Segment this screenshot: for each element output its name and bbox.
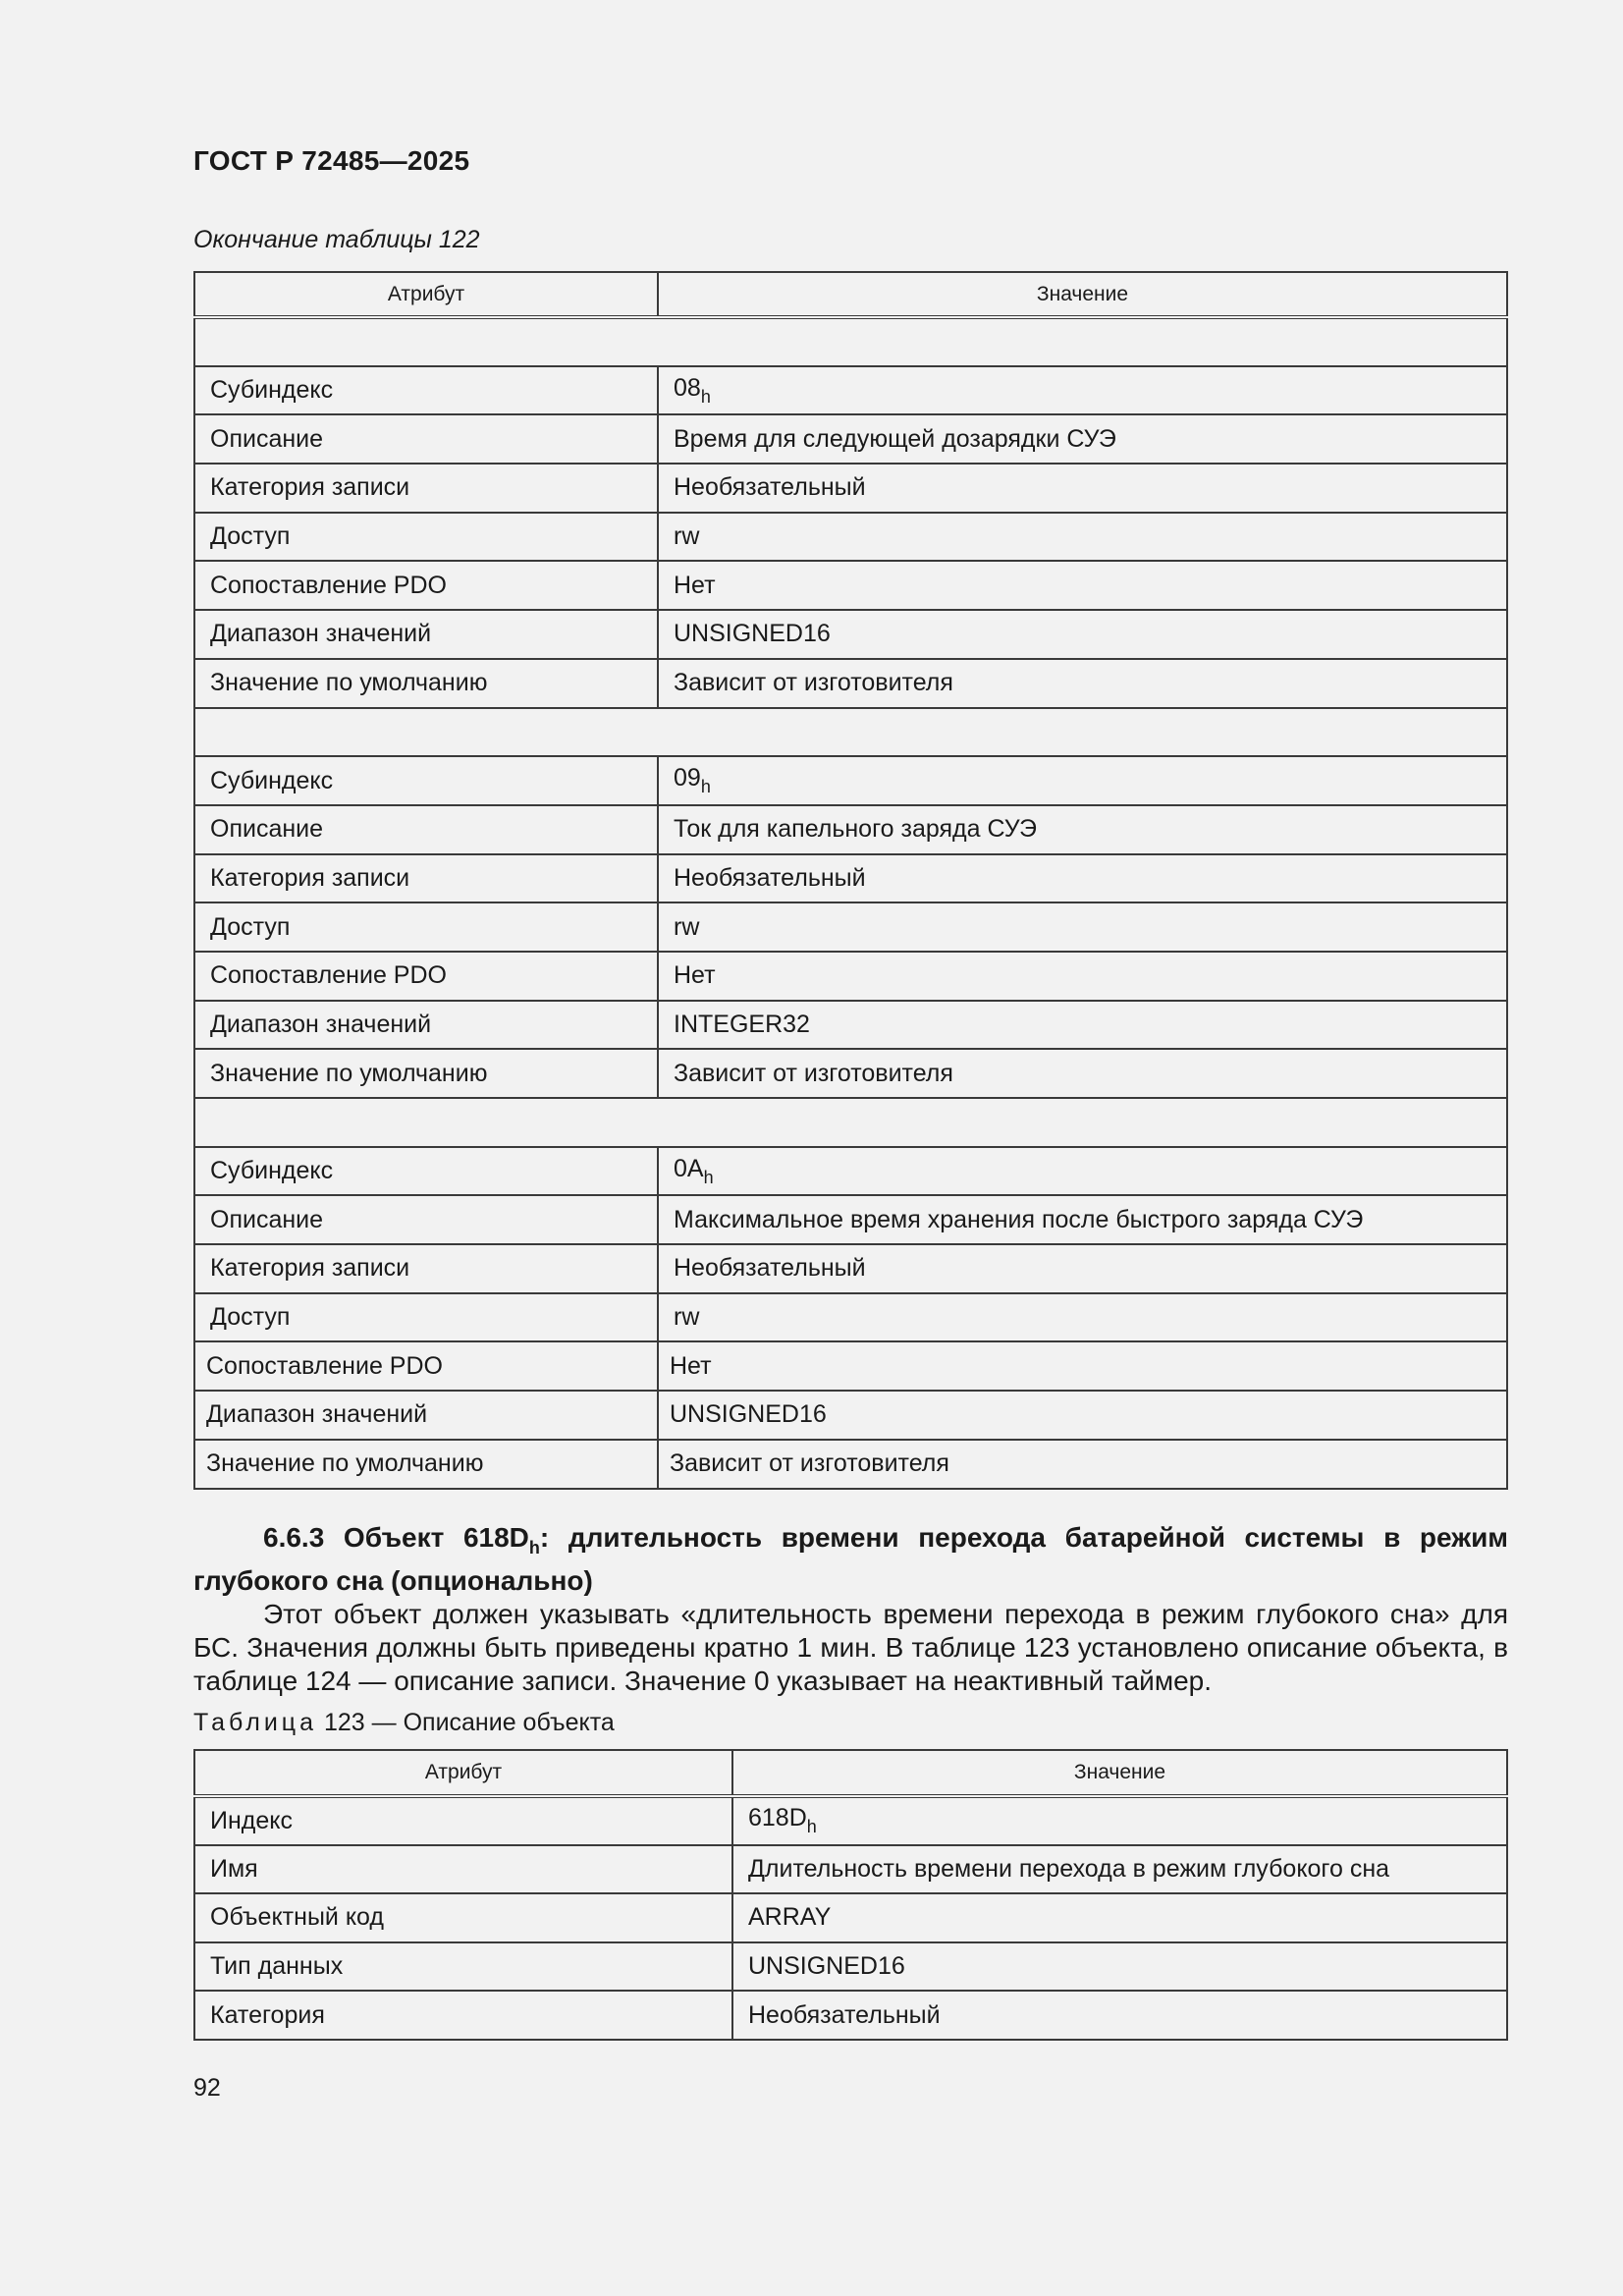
value-cell: Необязательный bbox=[658, 1244, 1507, 1293]
attribute-cell: Диапазон значений bbox=[194, 1001, 658, 1050]
attribute-cell: Субиндекс bbox=[194, 1147, 658, 1196]
page-number: 92 bbox=[193, 2074, 221, 2102]
column-header-attribute: Атрибут bbox=[194, 1750, 732, 1796]
attribute-cell: Субиндекс bbox=[194, 366, 658, 415]
hex-subscript: h bbox=[700, 386, 711, 407]
attribute-cell: Имя bbox=[194, 1845, 732, 1894]
attribute-cell: Значение по умолчанию bbox=[194, 1440, 658, 1489]
attribute-cell: Диапазон значений bbox=[194, 610, 658, 659]
attribute-cell: Описание bbox=[194, 805, 658, 854]
attribute-cell: Категория записи bbox=[194, 464, 658, 513]
value-cell: Необязательный bbox=[658, 464, 1507, 513]
table-row bbox=[194, 1440, 1507, 1489]
attribute-cell: Категория записи bbox=[194, 1244, 658, 1293]
table-123-object-description bbox=[193, 1749, 1508, 2041]
value-cell: UNSIGNED16 bbox=[658, 610, 1507, 659]
column-header-value: Значение bbox=[732, 1750, 1507, 1796]
value-cell: $08_h$ bbox=[658, 366, 1507, 415]
table-row bbox=[194, 414, 1507, 464]
table-header-row bbox=[194, 1750, 1507, 1796]
attribute-cell: Значение по умолчанию bbox=[194, 1049, 658, 1098]
attribute-cell: Категория bbox=[194, 1991, 732, 2040]
attribute-cell: Индекс bbox=[194, 1796, 732, 1845]
attribute-cell: Сопоставление PDO bbox=[194, 561, 658, 610]
value-cell: INTEGER32 bbox=[658, 1001, 1507, 1050]
value-cell: $0A_h$ bbox=[658, 1147, 1507, 1196]
table-row bbox=[194, 610, 1507, 659]
table-row bbox=[194, 1796, 1507, 1845]
document-code: ГОСТ Р 72485—2025 bbox=[193, 145, 470, 176]
table-122-continuation bbox=[193, 271, 1508, 1490]
value-cell: Ток для капельного заряда СУЭ bbox=[658, 805, 1507, 854]
table-row bbox=[194, 756, 1507, 805]
table-row bbox=[194, 464, 1507, 513]
table-123-title: Таблица 123 — Описание объекта bbox=[193, 1709, 615, 1736]
group-spacer-row bbox=[194, 1098, 1507, 1147]
table-row bbox=[194, 1293, 1507, 1342]
value-cell: Нет bbox=[658, 561, 1507, 610]
value-cell: Нет bbox=[658, 1341, 1507, 1391]
section-heading: 6.6.3 Объект $618D_h$: длительность времени перехода батарейной системы в режим глубокого сна (опционально) bbox=[193, 1522, 1509, 1596]
value-cell: Максимальное время хранения после быстрого заряда СУЭ bbox=[658, 1195, 1507, 1244]
table-row bbox=[194, 1147, 1507, 1196]
value-cell: UNSIGNED16 bbox=[732, 1942, 1507, 1992]
attribute-cell: Доступ bbox=[194, 1293, 658, 1342]
table-row bbox=[194, 952, 1507, 1001]
table-row bbox=[194, 854, 1507, 903]
table-row bbox=[194, 1391, 1507, 1440]
value-cell: Время для следующей дозарядки СУЭ bbox=[658, 414, 1507, 464]
table-row bbox=[194, 659, 1507, 708]
attribute-cell: Субиндекс bbox=[194, 756, 658, 805]
table-row bbox=[194, 1942, 1507, 1992]
value-cell: Нет bbox=[658, 952, 1507, 1001]
table-header-row bbox=[194, 272, 1507, 317]
value-cell: Зависит от изготовителя bbox=[658, 1440, 1507, 1489]
hex-subscript: h bbox=[700, 777, 711, 797]
value-cell: rw bbox=[658, 1293, 1507, 1342]
table-row bbox=[194, 1845, 1507, 1894]
table-row bbox=[194, 513, 1507, 562]
attribute-cell: Значение по умолчанию bbox=[194, 659, 658, 708]
section-6-6-3 bbox=[193, 1521, 1508, 1698]
table-row bbox=[194, 366, 1507, 415]
table-row bbox=[194, 561, 1507, 610]
table-row bbox=[194, 1001, 1507, 1050]
column-header-attribute: Атрибут bbox=[194, 272, 658, 317]
value-cell: Необязательный bbox=[658, 854, 1507, 903]
table-row bbox=[194, 902, 1507, 952]
attribute-cell: Доступ bbox=[194, 513, 658, 562]
attribute-cell: Диапазон значений bbox=[194, 1391, 658, 1440]
table-row bbox=[194, 1244, 1507, 1293]
value-cell: UNSIGNED16 bbox=[658, 1391, 1507, 1440]
hex-subscript: h bbox=[528, 1538, 540, 1558]
attribute-cell: Тип данных bbox=[194, 1942, 732, 1992]
attribute-cell: Сопоставление PDO bbox=[194, 1341, 658, 1391]
hex-subscript: h bbox=[703, 1167, 714, 1187]
value-cell: rw bbox=[658, 902, 1507, 952]
value-cell: Зависит от изготовителя bbox=[658, 659, 1507, 708]
table-row bbox=[194, 1893, 1507, 1942]
attribute-cell: Категория записи bbox=[194, 854, 658, 903]
value-cell: Длительность времени перехода в режим глубокого сна bbox=[732, 1845, 1507, 1894]
value-cell: $09_h$ bbox=[658, 756, 1507, 805]
value-cell: Зависит от изготовителя bbox=[658, 1049, 1507, 1098]
group-spacer-row bbox=[194, 708, 1507, 757]
value-cell: ARRAY bbox=[732, 1893, 1507, 1942]
table-continuation-caption: Окончание таблицы 122 bbox=[193, 226, 480, 253]
table-row bbox=[194, 1049, 1507, 1098]
table-row bbox=[194, 1195, 1507, 1244]
attribute-cell: Описание bbox=[194, 1195, 658, 1244]
value-cell: rw bbox=[658, 513, 1507, 562]
column-header-value: Значение bbox=[658, 272, 1507, 317]
hex-subscript: h bbox=[806, 1817, 817, 1837]
section-paragraph: Этот объект должен указывать «длительность времени перехода в режим глубокого сна» для БС. Значения должны быть приведены кратно 1 мин. В таблице 123 установлено описание объекта, в таблице 124 — описание записи. Значение 0 указывает на неактивный таймер. bbox=[193, 1599, 1508, 1696]
attribute-cell: Доступ bbox=[194, 902, 658, 952]
attribute-cell: Объектный код bbox=[194, 1893, 732, 1942]
attribute-cell: Описание bbox=[194, 414, 658, 464]
table-row bbox=[194, 1991, 1507, 2040]
value-cell: Необязательный bbox=[732, 1991, 1507, 2040]
table-row bbox=[194, 1341, 1507, 1391]
attribute-cell: Сопоставление PDO bbox=[194, 952, 658, 1001]
table-row bbox=[194, 805, 1507, 854]
group-spacer-row bbox=[194, 317, 1507, 366]
value-cell: $618D_h$ bbox=[732, 1796, 1507, 1845]
